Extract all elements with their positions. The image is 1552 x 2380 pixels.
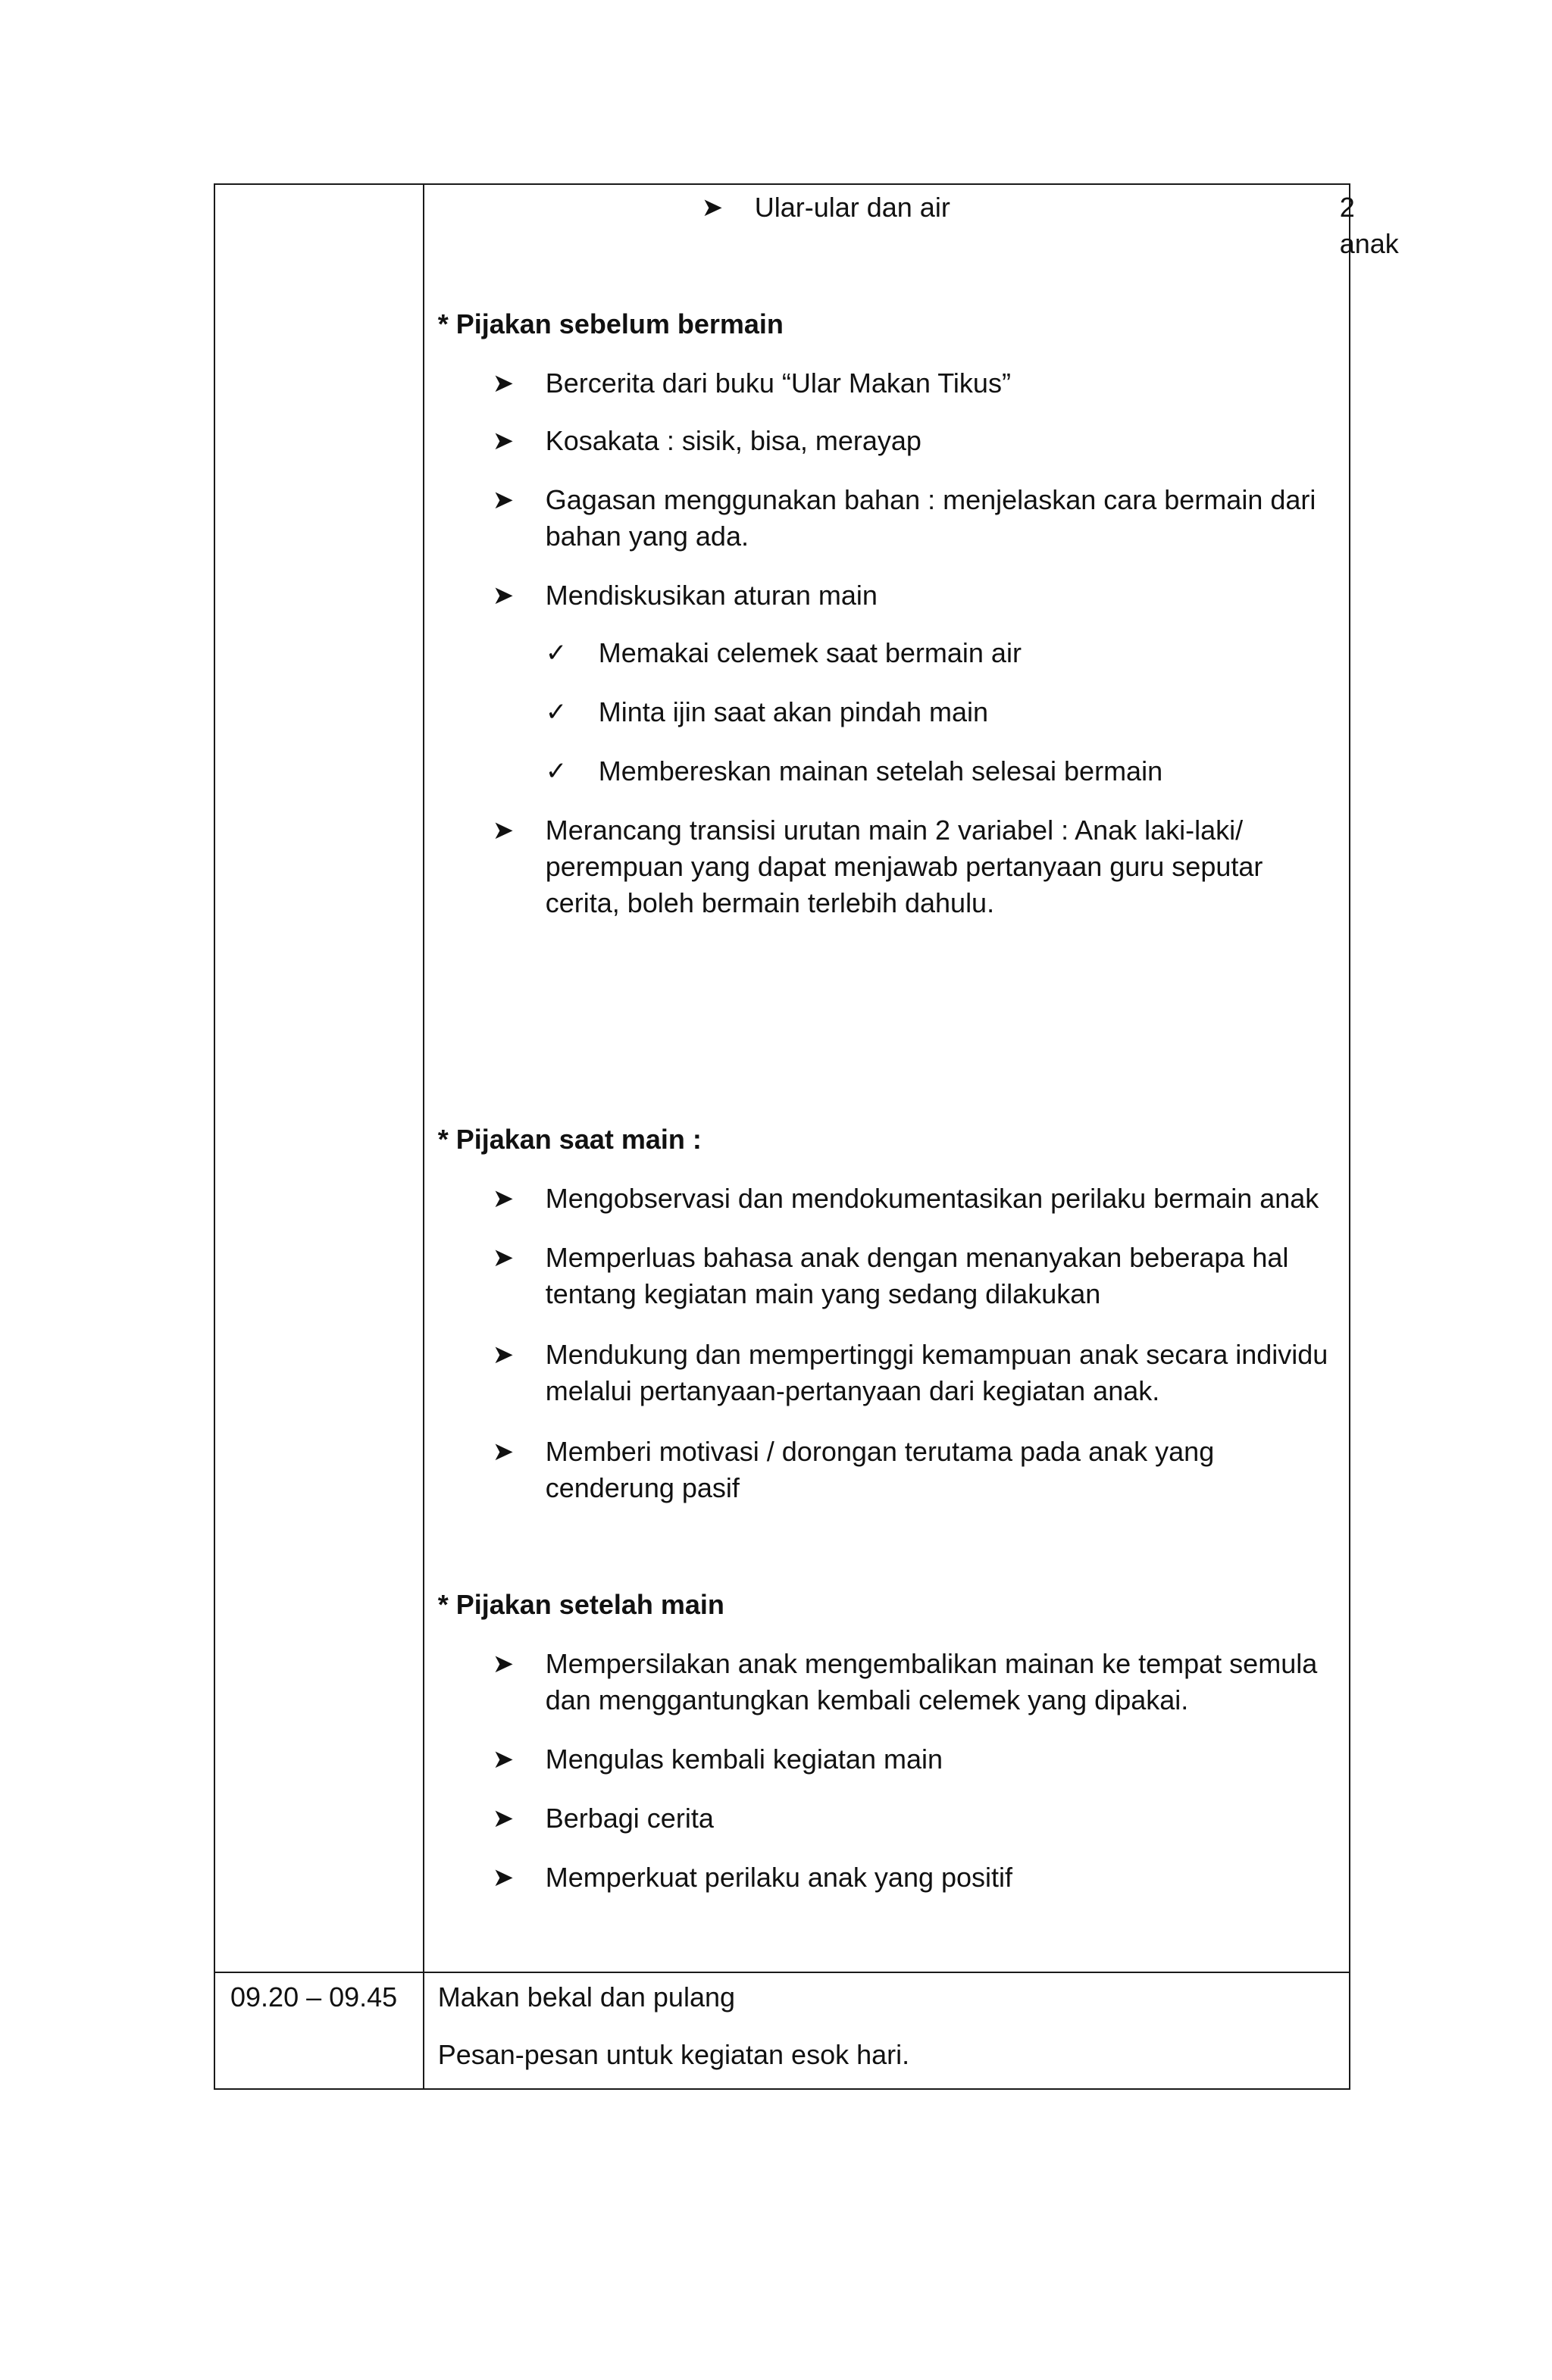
arrowhead-bullet-icon: ➤: [492, 1340, 515, 1369]
rule-text: Memakai celemek saat bermain air: [598, 637, 1022, 668]
checkmark-icon: ✓: [545, 698, 568, 727]
arrowhead-bullet-icon: ➤: [492, 1243, 515, 1272]
closing-line: Makan bekal dan pulang: [437, 1981, 736, 2013]
item-text: Memperluas bahasa anak dengan menanyakan beberapa hal tentang kegiatan main yang sedang dilakukan: [545, 1242, 1289, 1309]
item-text: Gagasan menggunakan bahan : menjelaskan cara bermain dari bahan yang ada.: [545, 484, 1316, 552]
arrowhead-bullet-icon: ➤: [492, 1437, 515, 1466]
item-text: Mempersilakan anak mengembalikan mainan ke tempat semula dan menggantungkan kembali celemek yang dipakai.: [545, 1648, 1318, 1715]
item-text: Mengobservasi dan mendokumentasikan perilaku bermain anak: [545, 1183, 1319, 1214]
arrowhead-bullet-icon: ➤: [492, 486, 515, 514]
closing-line: Pesan-pesan untuk kegiatan esok hari.: [437, 2039, 910, 2070]
arrowhead-bullet-icon: ➤: [492, 1184, 515, 1213]
arrowhead-bullet-icon: ➤: [492, 369, 515, 398]
arrowhead-bullet-icon: ➤: [492, 1863, 515, 1892]
time-range: 09.20 – 09.45: [230, 1981, 398, 2013]
rule-text: Minta ijin saat akan pindah main: [598, 696, 989, 727]
section-heading-saat: * Pijakan saat main :: [437, 1124, 702, 1155]
arrowhead-bullet-icon: ➤: [492, 1650, 515, 1678]
item-text: Merancang transisi urutan main 2 variabel : Anak laki-laki/ perempuan yang dapat menjawab pertanyaan guru seputar cerita, boleh bermain terlebih dahulu.: [545, 815, 1263, 918]
item-text: Ular-ular dan air: [754, 192, 950, 223]
arrowhead-bullet-icon: ➤: [492, 427, 515, 455]
item-text: Mendukung dan mempertinggi kemampuan anak secara individu melalui pertanyaan-pertanyaan dari kegiatan anak.: [545, 1339, 1328, 1406]
schedule-table: [214, 183, 1399, 2090]
checkmark-icon: ✓: [545, 639, 568, 668]
item-text: Bercerita dari buku “Ular Makan Tikus”: [545, 367, 1011, 399]
time-cell: [214, 1972, 424, 2089]
item-text: Kosakata : sisik, bisa, merayap: [545, 425, 922, 456]
table-row: [214, 1972, 1350, 2089]
section-heading-setelah: * Pijakan setelah main: [437, 1589, 724, 1620]
activity-cell: [424, 184, 1399, 1972]
arrowhead-bullet-icon: ➤: [701, 193, 724, 222]
item-text: Mendiskusikan aturan main: [545, 580, 878, 611]
arrowhead-bullet-icon: ➤: [492, 816, 515, 845]
checkmark-icon: ✓: [545, 757, 568, 786]
table-row: [214, 184, 1350, 1972]
activity-cell-closing: [424, 1972, 1350, 2089]
section-heading-sebelum: * Pijakan sebelum bermain: [437, 308, 784, 339]
item-text: Memberi motivasi / dorongan terutama pada anak yang cenderung pasif: [545, 1436, 1215, 1503]
time-cell-empty: [214, 184, 424, 1972]
item-text: Berbagi cerita: [545, 1803, 714, 1834]
count-text: 2 anak: [1339, 192, 1399, 259]
item-text: Memperkuat perilaku anak yang positif: [545, 1862, 1013, 1893]
rule-text: Membereskan mainan setelah selesai bermain: [598, 755, 1163, 787]
arrowhead-bullet-icon: ➤: [492, 581, 515, 610]
item-text: Mengulas kembali kegiatan main: [545, 1744, 943, 1775]
arrowhead-bullet-icon: ➤: [492, 1804, 515, 1833]
arrowhead-bullet-icon: ➤: [492, 1745, 515, 1774]
